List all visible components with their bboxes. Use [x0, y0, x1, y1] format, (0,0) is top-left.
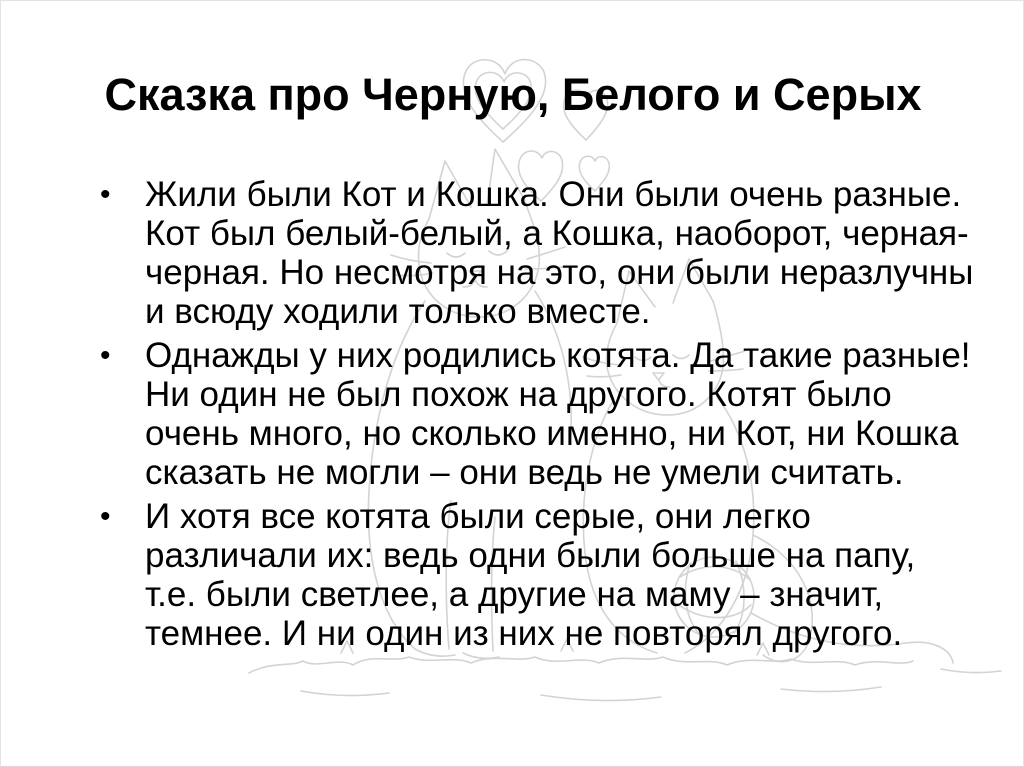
bullet-text — [145, 336, 978, 492]
bullet-line: Ни один не был похож на другого. Котят было — [145, 375, 892, 414]
bullet-line: сказать не могли – они ведь не умели считать. — [145, 453, 904, 492]
bullet-line: темнее. И ни один из них не повторял другого. — [145, 614, 903, 653]
bullet-line: И хотя все котята были серые, они легко — [145, 497, 811, 536]
slide-body — [98, 175, 978, 658]
slide-title: Сказка про Черную, Белого и Серых — [104, 69, 922, 120]
bullet-text — [145, 175, 978, 331]
bullet-marker: • — [100, 339, 111, 372]
bullet-line: очень много, но сколько именно, ни Кот, ни Кошка — [145, 414, 959, 453]
bullet-line: Жили были Кот и Кошка. Они были очень разные. — [145, 175, 962, 214]
bullet-item — [98, 175, 978, 331]
bullet-line: различали их: ведь одни были больше на папу, — [145, 536, 916, 575]
bullet-line: т.е. были светлее, а другие на маму – значит, — [145, 575, 884, 614]
bullet-line: Кот был белый-белый, а Кошка, наоборот, черная- — [145, 214, 969, 253]
bullet-line: Однажды у них родились котята. Да такие разные! — [145, 336, 971, 375]
bullet-marker: • — [100, 178, 111, 211]
bullet-marker: • — [100, 500, 111, 533]
bullet-item — [98, 336, 978, 492]
bullet-line: и всюду ходили только вместе. — [145, 292, 651, 331]
bullet-item — [98, 497, 978, 653]
bullet-line: черная. Но несмотря на это, они были неразлучны — [145, 253, 974, 292]
bullet-text — [145, 497, 978, 653]
